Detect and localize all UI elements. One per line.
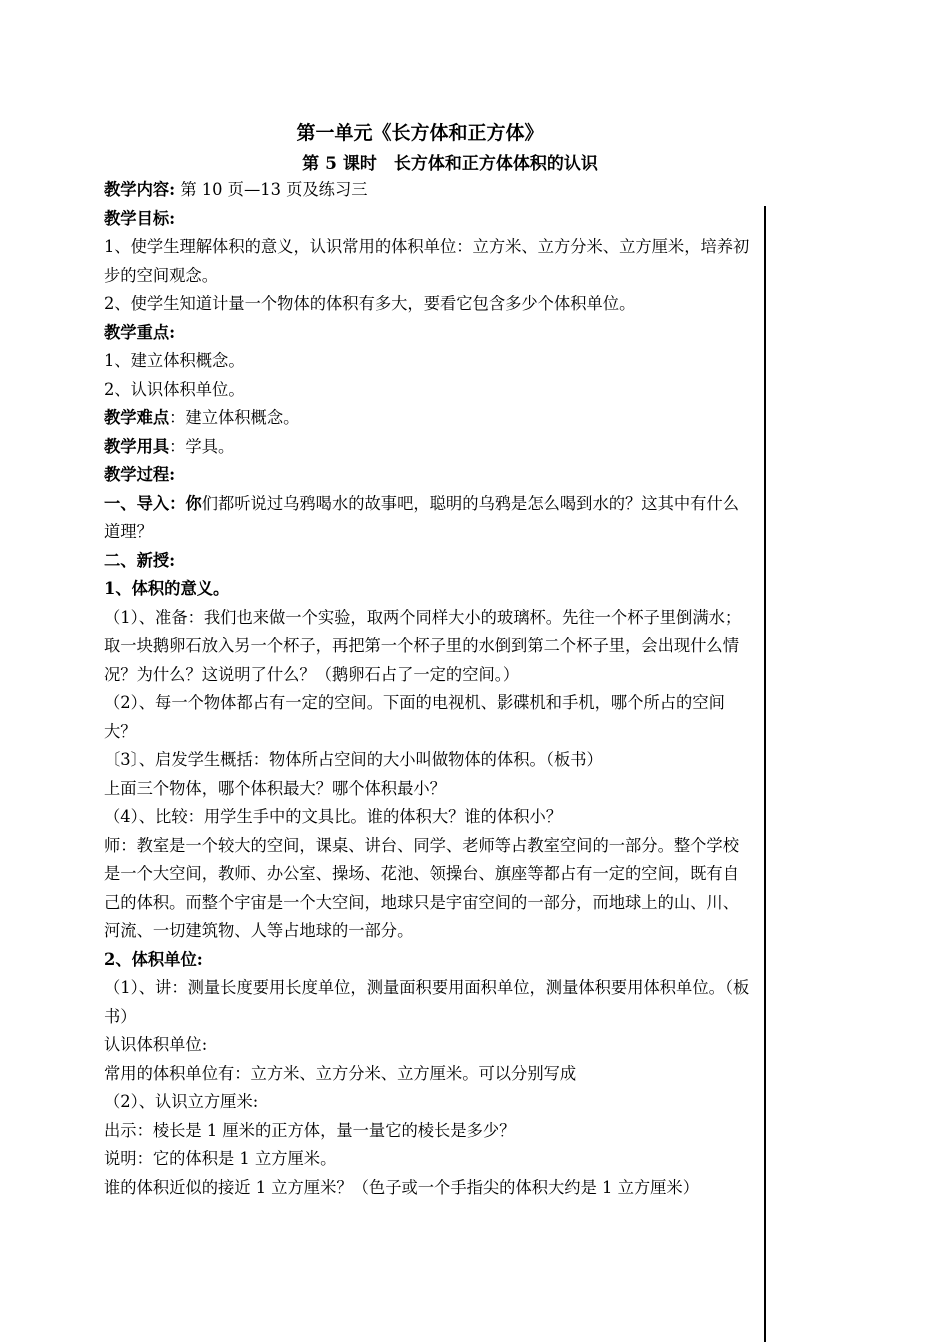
paragraph: （1）、讲：测量长度要用长度单位，测量面积要用面积单位，测量体积要用体积单位。（板书）: [104, 978, 750, 1026]
paragraph: 2、体积单位:: [104, 949, 203, 969]
paragraph: 教学内容: 第 10 页—13 页及练习三: [104, 180, 368, 199]
paragraph: 教学难点：建立体积概念。: [104, 408, 300, 427]
paragraph: 教学过程:: [104, 465, 176, 484]
paragraph: 出示：棱长是 1 厘米的正方体，量一量它的棱长是多少？: [104, 1120, 516, 1140]
paragraph: 〔3〕、启发学生概括：物体所占空间的大小叫做物体的体积。（板书）: [104, 750, 603, 769]
document-title: 第一单元《长方体和正方体》: [296, 122, 544, 144]
paragraph: 常用的体积单位有：立方米、立方分米、立方厘米。可以分别写成: [104, 1063, 577, 1083]
paragraph: 1、体积的意义。: [104, 579, 230, 598]
paragraph: 2、使学生知道计量一个物体的体积有多大，要看它包含多少个体积单位。: [104, 294, 636, 313]
paragraph: 师：教室是一个较大的空间，课桌、讲台、同学、老师等占教室空间的一部分。整个学校是一个大空间，教师、办公室、操场、花池、领操台、旗座等都占有一定的空间，既有自己的体积。而整个宇宙是一个大空间，地球只是宇宙空间的一部分，而地球上的山、川、河流、一切建筑物、人等占地球的一部分。: [104, 835, 739, 940]
paragraph: 一、导入：你们都听说过乌鸦喝水的故事吧，聪明的乌鸦是怎么喝到水的？这其中有什么道理？: [104, 493, 739, 541]
paragraph: 教学重点:: [104, 322, 176, 342]
paragraph: （1）、准备：我们也来做一个实验，取两个同样大小的玻璃杯。先往一个杯子里倒满水；取一块鹅卵石放入另一个杯子，再把第一个杯子里的水倒到第二个杯子里，会出现什么情况？为什么？这说明了什么？（鹅卵石占了一定的空间。）: [104, 607, 742, 684]
paragraph: 2、认识体积单位。: [104, 379, 245, 399]
paragraph: 上面三个物体，哪个体积最大？哪个体积最小？: [104, 778, 446, 798]
paragraph: （4）、比较：用学生手中的文具比。谁的体积大？谁的体积小？: [104, 807, 563, 826]
paragraph: 教学用具：学具。: [104, 436, 235, 456]
paragraph: （2）、认识立方厘米:: [104, 1092, 259, 1111]
paragraph: 1、使学生理解体积的意义，认识常用的体积单位：立方米、立方分米、立方厘米，培养初步的空间观念。: [104, 237, 750, 285]
paragraph: 1、建立体积概念。: [104, 351, 245, 370]
paragraph: 二、新授:: [104, 550, 176, 570]
paragraph: 说明：它的体积是 1 立方厘米。: [104, 1149, 337, 1168]
paragraph: 谁的体积近似的接近 1 立方厘米？（色子或一个手指尖的体积大约是 1 立方厘米）: [104, 1177, 699, 1197]
lesson-subtitle: 第 5 课时 长方体和正方体体积的认识: [302, 154, 598, 174]
paragraph: 教学目标:: [104, 208, 176, 228]
paragraph: 认识体积单位:: [104, 1035, 208, 1054]
margin-rule: [764, 206, 766, 1342]
paragraph: （2）、每一个物体都占有一定的空间。下面的电视机、影碟机和手机，哪个所占的空间大？: [104, 693, 725, 741]
lesson-content: [104, 176, 754, 1202]
